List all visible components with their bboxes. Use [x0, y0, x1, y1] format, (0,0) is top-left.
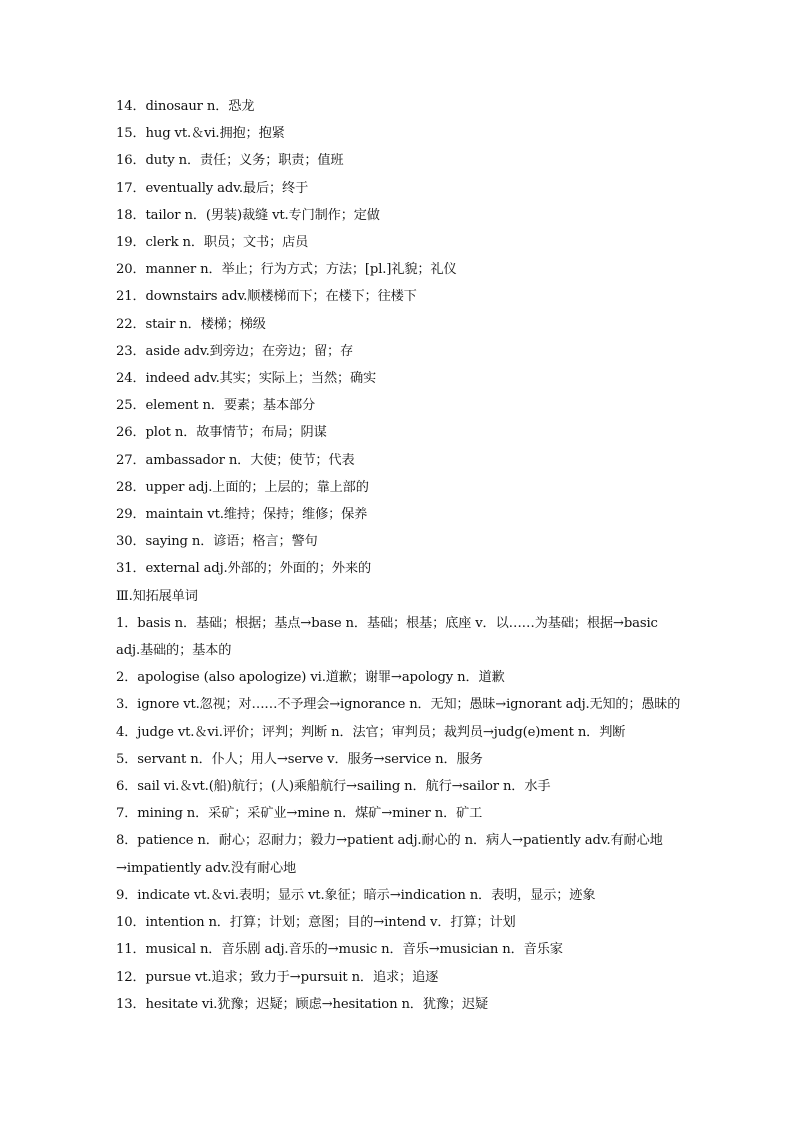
- vocab-line: 4．judge vt.＆vi.评价；评判；判断 n．法官；审判员；裁判员→judg(e)ment n．判断: [116, 724, 626, 740]
- vocab-line: 20．manner n．举止；行为方式；方法；[pl.]礼貌；礼仪: [116, 262, 457, 278]
- vocab-line: 18．tailor n．(男装)裁缝 vt.专门制作；定做: [116, 207, 380, 223]
- vocab-line: 22．stair n．楼梯；梯级: [116, 316, 266, 332]
- vocab-line: 6．sail vi.＆vt.(船)航行；(人)乘船航行→sailing n．航行→sailor n．水手: [116, 779, 551, 795]
- vocab-line: 25．element n．要素；基本部分: [116, 398, 316, 414]
- vocab-line: 23．aside adv.到旁边；在旁边；留；存: [116, 343, 354, 359]
- vocab-line: 26．plot n．故事情节；布局；阴谋: [116, 425, 327, 441]
- vocabulary-page: [116, 93, 680, 1018]
- vocab-line: 24．indeed adv.其实；实际上；当然；确实: [116, 371, 377, 387]
- vocab-line: 29．maintain vt.维持；保持；维修；保养: [116, 507, 368, 523]
- vocab-line: 13．hesitate vi.犹豫；迟疑；顾虑→hesitation n．犹豫；迟疑: [116, 996, 489, 1012]
- vocab-line: 17．eventually adv.最后；终于: [116, 180, 309, 196]
- vocab-line: 14．dinosaur n．恐龙: [116, 99, 255, 114]
- vocab-line: 21．downstairs adv.顺楼梯而下；在楼下；往楼下: [116, 289, 417, 305]
- vocab-line-continuation: adj.基础的；基本的: [116, 643, 232, 659]
- vocab-line: 11．musical n．音乐剧 adj.音乐的→music n．音乐→musician n．音乐家: [116, 942, 563, 958]
- vocab-line: 27．ambassador n．大使；使节；代表: [116, 452, 355, 468]
- vocab-line: 15．hug vt.＆vi.拥抱；抱紧: [116, 126, 285, 142]
- vocab-line: 9．indicate vt.＆vi.表明；显示 vt.象征；暗示→indication n．表明，显示；迹象: [116, 887, 596, 903]
- vocab-line: 1．basis n．基础；根据；基点→base n．基础；根基；底座 v．以……为基础；根据→basic: [116, 615, 658, 631]
- vocab-line: 28．upper adj.上面的；上层的；靠上部的: [116, 479, 369, 495]
- vocab-line: 30．saying n．谚语；格言；警句: [116, 534, 318, 550]
- vocab-line: 31．external adj.外部的；外面的；外来的: [116, 561, 371, 577]
- vocab-line-continuation: →impatiently adv.没有耐心地: [116, 860, 297, 876]
- vocab-line: 7．mining n．采矿；采矿业→mine n．煤矿→miner n．矿工: [116, 806, 483, 822]
- vocab-line: 2．apologise (also apologize) vi.道歉；谢罪→apology n．道歉: [116, 670, 505, 686]
- vocab-line: 16．duty n．责任；义务；职责；值班: [116, 153, 344, 169]
- vocab-line: 12．pursue vt.追求；致力于→pursuit n．追求；追逐: [116, 969, 439, 985]
- vocab-line: 5．servant n．仆人；用人→serve v．服务→service n．服务: [116, 751, 483, 767]
- vocab-line: 19．clerk n．职员；文书；店员: [116, 235, 309, 251]
- vocab-line: 3．ignore vt.忽视；对……不予理会→ignorance n．无知；愚昧→ignorant adj.无知的；愚昧的: [116, 697, 681, 713]
- vocab-line: 8．patience n．耐心；忍耐力；毅力→patient adj.耐心的 n．病人→patiently adv.有耐心地: [116, 833, 663, 849]
- section-heading: Ⅲ.知拓展单词: [116, 588, 198, 604]
- vocab-line: 10．intention n．打算；计划；意图；目的→intend v．打算；计划: [116, 915, 516, 931]
